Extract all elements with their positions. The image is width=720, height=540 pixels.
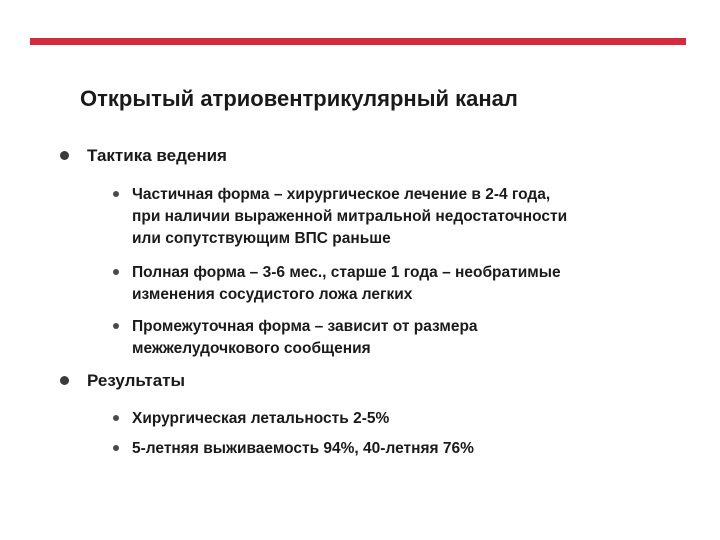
bullet-dot-icon (113, 191, 119, 197)
list-item-line: Промежуточная форма – зависит от размера (132, 318, 478, 335)
bullet-dot-icon (113, 445, 119, 451)
list-item-line: Полная форма – 3-6 мес., старше 1 года – необратимые (132, 264, 561, 281)
list-item-text (132, 438, 474, 460)
list-item-line: Хирургическая летальность 2-5% (132, 410, 390, 427)
list-item-line: при наличии выраженной митральной недостаточности (132, 208, 568, 225)
list-item-line: 5-летняя выживаемость 94%, 40-летняя 76% (132, 440, 474, 457)
list-item-text (132, 408, 389, 430)
list-item-line: межжелудочкового сообщения (132, 340, 371, 357)
top-accent-rule (30, 38, 686, 45)
list-item-line: Частичная форма – хирургическое лечение в 2-4 года, (132, 186, 551, 203)
section-label: Тактика ведения (87, 146, 227, 165)
list-item-text (132, 262, 561, 306)
list-item (113, 184, 567, 250)
list-item (113, 316, 478, 360)
list-item-text (132, 316, 478, 360)
bullet-dot-icon (60, 151, 69, 160)
list-item-line: или сопутствующим ВПС раньше (132, 230, 391, 247)
list-item-text (132, 184, 567, 250)
bullet-dot-icon (60, 376, 69, 385)
section-tactics (60, 146, 227, 166)
list-item-line: изменения сосудистого ложа легких (132, 286, 413, 303)
section-results (60, 371, 185, 391)
list-item (113, 262, 561, 306)
list-item (113, 408, 389, 430)
bullet-dot-icon (113, 323, 119, 329)
section-label: Результаты (87, 371, 186, 390)
slide-title: Открытый атриовентрикулярный канал (80, 86, 518, 111)
bullet-dot-icon (113, 269, 119, 275)
bullet-dot-icon (113, 415, 119, 421)
list-item (113, 438, 474, 460)
